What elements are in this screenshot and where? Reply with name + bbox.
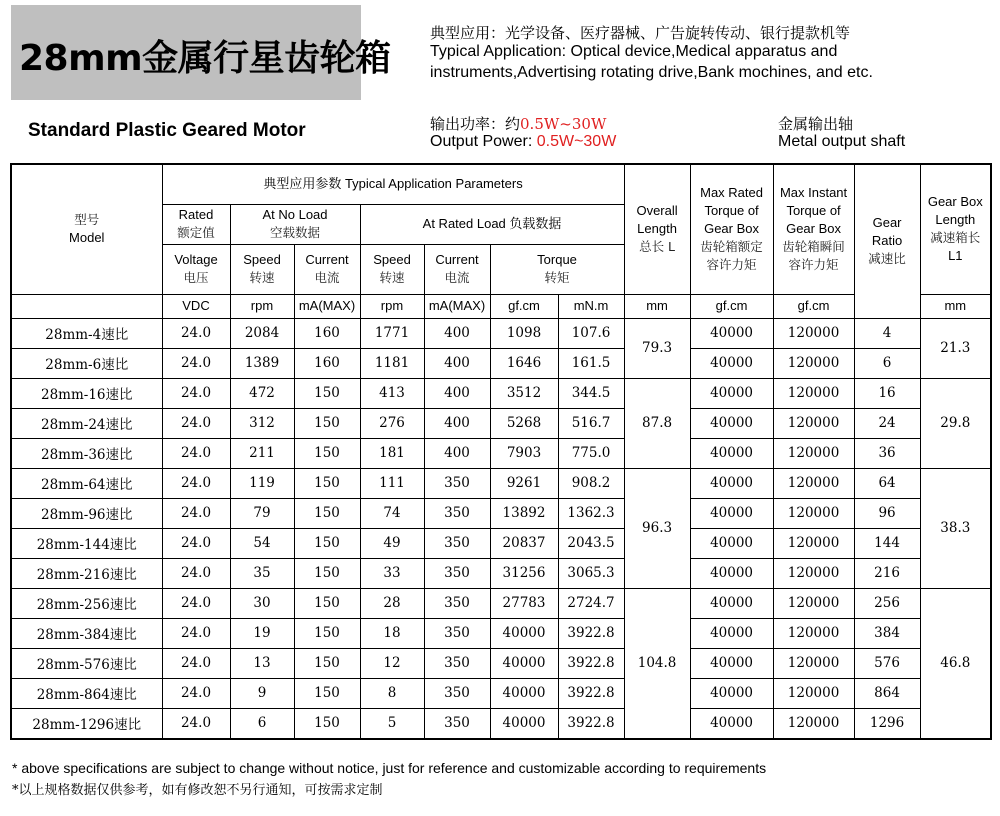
max-rated-torque-cell: 40000 [690,558,773,588]
load-current-cell: 400 [424,438,490,468]
voltage-cell: 24.0 [162,588,230,618]
noload-speed-cell: 13 [230,648,294,678]
max-rated-l2: Torque of [704,203,759,219]
model-cell: 28mm-1296速比 [11,708,162,739]
unit-cell: gf.cm [690,294,773,318]
voltage-cell: 24.0 [162,348,230,378]
noload-current-cell: 150 [294,708,360,739]
overall-l1: Overall [636,203,678,219]
max-inst-l4: 齿轮箱瞬间 [782,239,845,255]
unit-cell: gf.cm [773,294,854,318]
model-cell: 28mm-4速比 [11,318,162,348]
noload-speed-cell: 30 [230,588,294,618]
torque-en: Torque [537,252,577,267]
load-current-cell: 350 [424,678,490,708]
noload-current-cell: 150 [294,438,360,468]
model-cell: 28mm-256速比 [11,588,162,618]
max-instant-torque-cell: 120000 [773,708,854,739]
noload-speed-cell: 472 [230,378,294,408]
load-current-cell: 350 [424,498,490,528]
gear-ratio-cell: 64 [854,468,920,498]
torque-gfcm-cell: 9261 [490,468,558,498]
noload-current-cell: 150 [294,558,360,588]
noload-current-cell: 150 [294,498,360,528]
torque-gfcm-cell: 20837 [490,528,558,558]
load-speed-cell: 5 [360,708,424,739]
speed-en: Speed [243,252,281,267]
load-speed-cell: 111 [360,468,424,498]
gear-ratio-cell: 576 [854,648,920,678]
voltage-cell: 24.0 [162,468,230,498]
torque-gfcm-cell: 5268 [490,408,558,438]
gear-ratio-cell: 16 [854,378,920,408]
voltage-cell: 24.0 [162,318,230,348]
speed2-en: Speed [373,252,411,267]
model-cell: 28mm-64速比 [11,468,162,498]
noload-speed-cell: 119 [230,468,294,498]
gearbox-length-cell: 38.3 [920,468,991,588]
current2-en: Current [435,252,479,267]
unit-cell: mA(MAX) [294,294,360,318]
load-speed-cell: 1181 [360,348,424,378]
overall-l2: Length [637,221,677,237]
unit-cell: mm [920,294,991,318]
voltage-cell: 24.0 [162,378,230,408]
noload-current-cell: 150 [294,648,360,678]
max-inst-l2: Torque of [786,203,841,219]
output-power-cn-label: 输出功率：约 [430,115,521,133]
table-row [11,678,991,708]
table-row [11,318,991,348]
noload-speed-cell: 9 [230,678,294,708]
max-inst-l3: Gear Box [786,221,842,237]
rated-en: Rated [178,207,214,222]
noload-current-cell: 150 [294,468,360,498]
torque-mnm-cell: 3922.8 [558,678,624,708]
typical-params-header: 典型应用参数 Typical Application Parameters [162,164,624,204]
torque-mnm-cell: 107.6 [558,318,624,348]
gear-ratio-header [854,164,920,318]
load-speed-cell: 28 [360,588,424,618]
unit-cell: VDC [162,294,230,318]
load-current-cell: 350 [424,558,490,588]
voltage-cell: 24.0 [162,678,230,708]
max-instant-torque-cell: 120000 [773,498,854,528]
table-row [11,618,991,648]
gear-ratio-cell: 144 [854,528,920,558]
gear-ratio-cell: 864 [854,678,920,708]
load-current-cell: 400 [424,408,490,438]
max-rated-l4: 齿轮箱额定 [700,239,763,255]
load-current-cell: 400 [424,378,490,408]
noload-speed-cell: 79 [230,498,294,528]
noload-speed-cell: 19 [230,618,294,648]
load-speed-cell: 12 [360,648,424,678]
load-speed-cell: 276 [360,408,424,438]
gear-ratio-l2: Ratio [871,233,903,249]
max-instant-torque-cell: 120000 [773,348,854,378]
current2-cn: 电流 [444,270,470,285]
model-cell: 28mm-96速比 [11,498,162,528]
output-power-en [430,133,616,151]
load-current-cell: 350 [424,648,490,678]
speed2-header [360,244,424,294]
noload-current-cell: 150 [294,678,360,708]
gear-ratio-cell: 256 [854,588,920,618]
voltage-cell: 24.0 [162,528,230,558]
model-cell: 28mm-36速比 [11,438,162,468]
max-instant-torque-cell: 120000 [773,468,854,498]
current2-header [424,244,490,294]
table-row [11,558,991,588]
max-rated-torque-cell: 40000 [690,648,773,678]
gb-len-l2: Length [935,212,976,228]
unit-cell: gf.cm [490,294,558,318]
application-en-line1: Typical Application: Optical device,Medical apparatus and [430,43,838,60]
noload-current-cell: 150 [294,528,360,558]
torque-mnm-cell: 516.7 [558,408,624,438]
gear-ratio-cell: 1296 [854,708,920,739]
overall-length-cell: 79.3 [624,318,690,378]
torque-gfcm-cell: 40000 [490,648,558,678]
model-cell: 28mm-216速比 [11,558,162,588]
gear-ratio-cell: 384 [854,618,920,648]
max-instant-torque-cell: 120000 [773,618,854,648]
max-instant-torque-cell: 120000 [773,378,854,408]
footer-note-cn: *以上规格数据仅供参考，如有修改恕不另行通知，可按需求定制 [12,783,383,798]
gb-len-l4: L1 [948,248,963,264]
gear-ratio-l1: Gear [872,215,902,231]
load-speed-cell: 181 [360,438,424,468]
load-current-cell: 350 [424,528,490,558]
voltage-cell: 24.0 [162,558,230,588]
noload-speed-cell: 54 [230,528,294,558]
speed-header [230,244,294,294]
max-rated-torque-cell: 40000 [690,588,773,618]
voltage-header [162,244,230,294]
max-rated-torque-cell: 40000 [690,378,773,408]
gb-len-l3: 减速箱长 [930,230,981,246]
torque-mnm-cell: 3065.3 [558,558,624,588]
torque-gfcm-cell: 13892 [490,498,558,528]
footer-note-en: * above specifications are subject to change without notice, just for reference and customizable according to requirements [12,760,767,776]
max-instant-torque-cell: 120000 [773,408,854,438]
application-cn: 典型应用：光学设备、医疗器械、广告旋转传动、银行提款机等 [430,24,851,42]
noload-speed-cell: 312 [230,408,294,438]
torque-mnm-cell: 161.5 [558,348,624,378]
overall-length-cell: 87.8 [624,378,690,468]
gearbox-length-cell: 29.8 [920,378,991,468]
overall-l3: 总长 L [639,239,676,255]
shaft-en: Metal output shaft [778,133,906,150]
voltage-cell: 24.0 [162,498,230,528]
load-current-cell: 350 [424,588,490,618]
torque-gfcm-cell: 31256 [490,558,558,588]
unit-model [11,294,162,318]
unit-cell: rpm [360,294,424,318]
table-row [11,528,991,558]
load-current-cell: 350 [424,618,490,648]
max-rated-torque-header [690,164,773,294]
speed-cn: 转速 [249,270,275,285]
current-en: Current [305,252,349,267]
load-speed-cell: 8 [360,678,424,708]
gear-ratio-cell: 216 [854,558,920,588]
max-instant-torque-cell: 120000 [773,678,854,708]
table-row [11,378,991,408]
voltage-cell: 24.0 [162,408,230,438]
max-instant-torque-cell: 120000 [773,558,854,588]
max-rated-l5: 容许力矩 [706,257,757,273]
voltage-cell: 24.0 [162,438,230,468]
torque-mnm-cell: 2724.7 [558,588,624,618]
torque-mnm-cell: 3922.8 [558,618,624,648]
gear-ratio-cell: 96 [854,498,920,528]
max-instant-torque-cell: 120000 [773,528,854,558]
torque-gfcm-cell: 40000 [490,708,558,739]
max-rated-torque-cell: 40000 [690,708,773,739]
table-row [11,588,991,618]
voltage-cell: 24.0 [162,708,230,739]
model-header [11,164,162,294]
no-load-cn: 空载数据 [269,225,320,240]
torque-gfcm-cell: 40000 [490,678,558,708]
no-load-en: At No Load [262,207,328,222]
rated-header [162,204,230,244]
output-power-cn-value: 0.5W~30W [520,115,607,133]
max-rated-torque-cell: 40000 [690,318,773,348]
page-title: 28mm金属行星齿轮箱 [19,38,391,79]
torque-mnm-cell: 3922.8 [558,648,624,678]
unit-cell: mm [624,294,690,318]
max-instant-torque-cell: 120000 [773,648,854,678]
torque-gfcm-cell: 27783 [490,588,558,618]
model-cell: 28mm-864速比 [11,678,162,708]
table-body [11,318,991,739]
table-row [11,348,991,378]
model-header-en: Model [69,230,105,246]
noload-current-cell: 150 [294,408,360,438]
max-instant-torque-cell: 120000 [773,438,854,468]
noload-speed-cell: 2084 [230,318,294,348]
voltage-cell: 24.0 [162,648,230,678]
page-subtitle: Standard Plastic Geared Motor [28,120,306,141]
load-current-cell: 400 [424,318,490,348]
torque-gfcm-cell: 3512 [490,378,558,408]
speed2-cn: 转速 [379,270,405,285]
max-rated-torque-cell: 40000 [690,678,773,708]
load-speed-cell: 1771 [360,318,424,348]
load-current-cell: 350 [424,708,490,739]
noload-speed-cell: 1389 [230,348,294,378]
unit-cell: mA(MAX) [424,294,490,318]
max-instant-torque-header [773,164,854,294]
max-rated-torque-cell: 40000 [690,498,773,528]
torque-mnm-cell: 2043.5 [558,528,624,558]
rated-cn: 额定值 [177,225,215,240]
gear-ratio-cell: 6 [854,348,920,378]
max-inst-l5: 容许力矩 [788,257,839,273]
model-cell: 28mm-144速比 [11,528,162,558]
voltage-cell: 24.0 [162,618,230,648]
unit-cell: mN.m [558,294,624,318]
torque-gfcm-cell: 1098 [490,318,558,348]
torque-mnm-cell: 344.5 [558,378,624,408]
noload-speed-cell: 211 [230,438,294,468]
current-header [294,244,360,294]
gearbox-length-cell: 21.3 [920,318,991,378]
max-instant-torque-cell: 120000 [773,588,854,618]
model-cell: 28mm-24速比 [11,408,162,438]
table-row [11,438,991,468]
torque-mnm-cell: 3922.8 [558,708,624,739]
noload-speed-cell: 6 [230,708,294,739]
noload-current-cell: 160 [294,318,360,348]
max-instant-torque-cell: 120000 [773,318,854,348]
overall-length-cell: 96.3 [624,468,690,588]
voltage-en: Voltage [174,252,218,267]
overall-length-header [624,164,690,294]
load-speed-cell: 49 [360,528,424,558]
noload-current-cell: 150 [294,588,360,618]
table-row [11,648,991,678]
max-rated-l1: Max Rated [700,185,763,201]
no-load-header [230,204,360,244]
max-rated-torque-cell: 40000 [690,618,773,648]
torque-cn: 转矩 [544,270,570,285]
current-cn: 电流 [314,270,340,285]
overall-length-cell: 104.8 [624,588,690,739]
shaft-cn: 金属输出轴 [778,115,854,133]
output-power-en-value: 0.5W~30W [536,133,617,150]
noload-speed-cell: 35 [230,558,294,588]
model-cell: 28mm-384速比 [11,618,162,648]
load-speed-cell: 413 [360,378,424,408]
torque-mnm-cell: 775.0 [558,438,624,468]
model-header-cn: 型号 [74,212,100,228]
unit-cell: rpm [230,294,294,318]
table-row [11,708,991,739]
noload-current-cell: 150 [294,618,360,648]
output-power-en-label: Output Power: [430,133,537,150]
max-rated-l3: Gear Box [704,221,760,237]
max-rated-torque-cell: 40000 [690,348,773,378]
torque-mnm-cell: 908.2 [558,468,624,498]
application-en-line2: instruments,Advertising rotating drive,Bank mochines, and etc. [430,64,873,81]
torque-header [490,244,624,294]
table-row [11,468,991,498]
voltage-cn: 电压 [183,270,209,285]
load-current-cell: 350 [424,468,490,498]
gb-len-l1: Gear Box [927,194,983,210]
gearbox-length-cell: 46.8 [920,588,991,739]
rated-load-header: At Rated Load 负载数据 [360,204,624,244]
gear-ratio-l3: 减速比 [868,251,906,267]
load-speed-cell: 33 [360,558,424,588]
gearbox-length-header [920,164,991,294]
gear-ratio-cell: 4 [854,318,920,348]
load-speed-cell: 74 [360,498,424,528]
load-speed-cell: 18 [360,618,424,648]
noload-current-cell: 150 [294,378,360,408]
model-cell: 28mm-16速比 [11,378,162,408]
torque-mnm-cell: 1362.3 [558,498,624,528]
table-row [11,408,991,438]
torque-gfcm-cell: 40000 [490,618,558,648]
table-row [11,498,991,528]
load-current-cell: 400 [424,348,490,378]
spec-table [10,163,992,740]
max-rated-torque-cell: 40000 [690,528,773,558]
units-row [11,294,991,318]
torque-gfcm-cell: 1646 [490,348,558,378]
torque-gfcm-cell: 7903 [490,438,558,468]
noload-current-cell: 160 [294,348,360,378]
gear-ratio-cell: 24 [854,408,920,438]
gear-ratio-cell: 36 [854,438,920,468]
model-cell: 28mm-576速比 [11,648,162,678]
max-rated-torque-cell: 40000 [690,408,773,438]
output-power-cn [430,113,606,134]
max-inst-l1: Max Instant [779,185,848,201]
max-rated-torque-cell: 40000 [690,468,773,498]
max-rated-torque-cell: 40000 [690,438,773,468]
model-cell: 28mm-6速比 [11,348,162,378]
